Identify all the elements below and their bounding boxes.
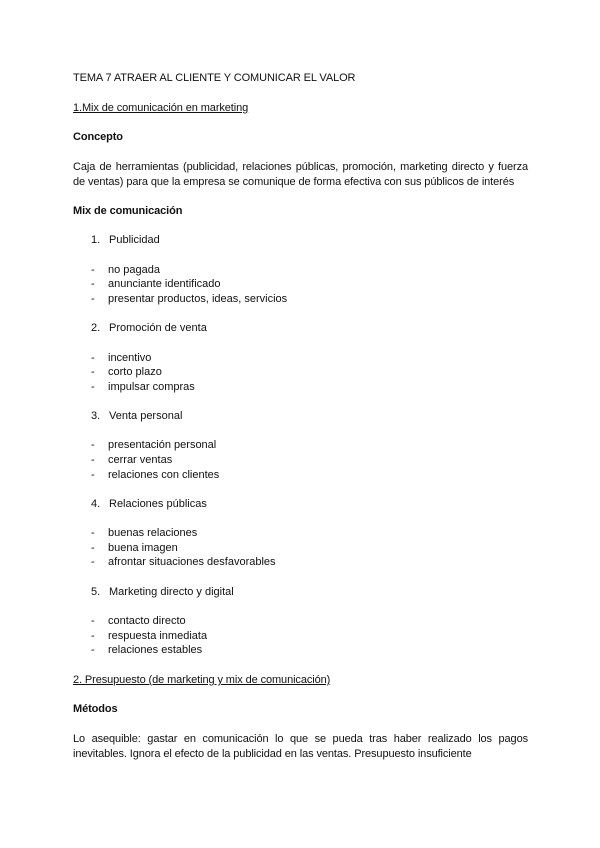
bullet-item: - corto plazo [91,366,162,378]
bullet-item: - contacto directo [91,615,186,627]
metodos-heading: Métodos [73,703,118,715]
bullet-item: - cerrar ventas [91,454,173,466]
list-item-promocion [91,322,207,334]
list-label: Promoción de venta [109,322,207,334]
bullet-item: - incentivo [91,352,152,364]
bullet-item: - buenas relaciones [91,527,198,539]
list-number: 3. [91,410,101,422]
bullet-item: - anunciante identificado [91,278,221,290]
document-title: TEMA 7 ATRAER AL CLIENTE Y COMUNICAR EL VALOR [73,72,356,84]
bullet-item: - buena imagen [91,542,178,554]
section-heading-presupuesto: 2. Presupuesto (de marketing y mix de comunicación) [73,674,331,686]
list-number: 1. [91,234,101,246]
list-item-marketing-directo [91,586,234,598]
list-number: 5. [91,586,101,598]
list-number: 4. [91,498,101,510]
bullet-item: - afrontar situaciones desfavorables [91,556,276,568]
section-heading-mix: 1.Mix de comunicación en marketing [73,102,249,114]
bullet-item: - respuesta inmediata [91,630,208,642]
list-label: Publicidad [109,234,160,246]
list-label: Relaciones públicas [109,498,207,510]
bullet-item: - no pagada [91,264,160,276]
list-item-publicidad [91,234,160,246]
concepto-paragraph: Caja de herramientas (publicidad, relaciones públicas, promoción, marketing directo y fuerza de ventas) para que la empresa se comunique de forma efectiva con sus públicos de interés [73,161,528,188]
mix-heading: Mix de comunicación [73,205,183,217]
list-number: 2. [91,322,101,334]
metodos-paragraph: Lo asequible: gastar en comunicación lo que se pueda tras haber realizado los pagos inevitables. Ignora el efecto de la publicidad en las ventas. Presupuesto insuficiente [73,733,528,760]
concepto-heading: Concepto [73,131,123,143]
bullet-item: - presentación personal [91,439,217,451]
bullet-item: - relaciones con clientes [91,469,220,481]
list-label: Marketing directo y digital [109,586,234,598]
list-item-relaciones-publicas [91,498,207,510]
bullet-item: - impulsar compras [91,381,195,393]
bullet-item: - presentar productos, ideas, servicios [91,293,288,305]
list-label: Venta personal [109,410,183,422]
bullet-item: - relaciones estables [91,644,203,656]
list-item-venta-personal [91,410,182,422]
